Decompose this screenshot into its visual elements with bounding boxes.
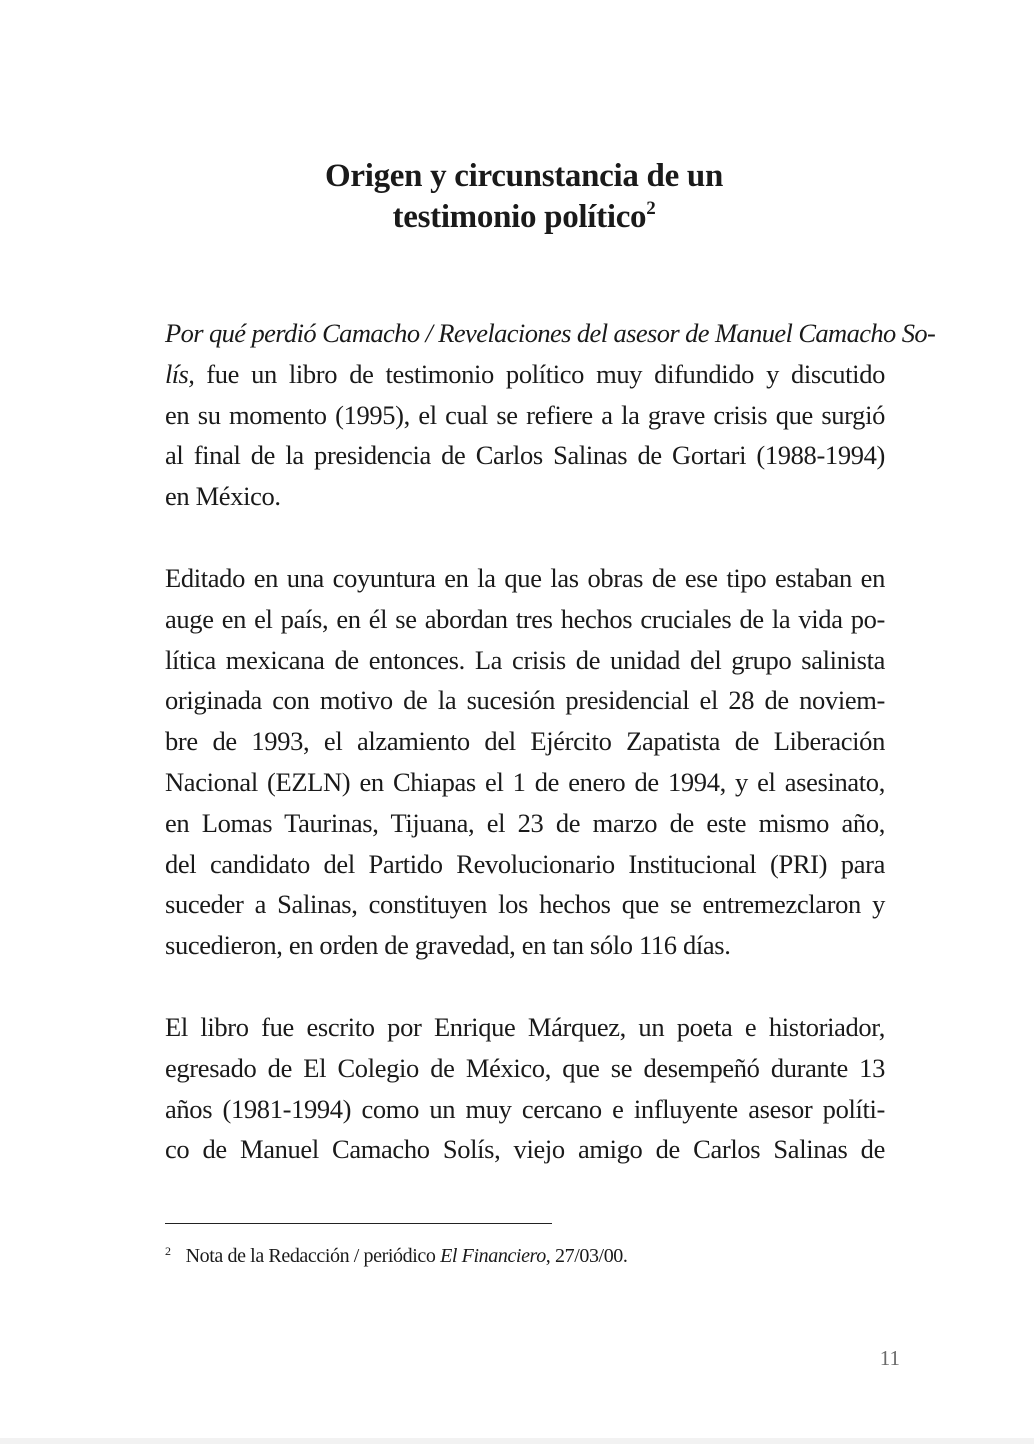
paragraph-3 [165,1007,885,1170]
paragraph-line: auge en el país, en él se abordan tres hechos cruciales de la vida po- [165,603,885,634]
paragraph-1 [165,313,936,517]
footnote [165,1237,628,1270]
paragraph-line: años (1981-1994) como un muy cercano e influyente asesor políti- [165,1093,885,1124]
paragraph-line: al final de la presidencia de Carlos Salinas de Gortari (1988-1994) [165,440,885,471]
book-title-italic: Por qué perdió Camacho / Revelaciones del asesor de Manuel Camacho So- [165,318,936,348]
paragraph-line: Nacional (EZLN) en Chiapas el 1 de enero de 1994, y el asesinato, [165,766,885,797]
paragraph-line: bre de 1993, el alzamiento del Ejército Zapatista de Liberación [165,726,885,757]
paragraph-line: co de Manuel Camacho Solís, viejo amigo de Carlos Salinas de [165,1134,885,1165]
paragraph-line [165,313,936,354]
footnote-source-italic: El Financiero [440,1245,546,1267]
paragraph-line: del candidato del Partido Revolucionario Institucional (PRI) para [165,848,885,879]
paragraph-line: El libro fue escrito por Enrique Márquez, un poeta e historiador, [165,1012,885,1042]
footnote-mark: 2 [165,1244,171,1258]
footnote-text: Nota de la Redacción / periódico [185,1245,441,1267]
footnote-date: , 27/03/00. [545,1245,628,1267]
paragraph-line: en Lomas Taurinas, Tijuana, el 23 de marzo de este mismo año, [165,807,885,838]
paragraph-line: en su momento (1995), el cual se refiere a la grave crisis que surgió [165,399,885,430]
paragraph-line: originada con motivo de la sucesión presidencial el 28 de noviem- [165,685,885,716]
paragraph-line: en México. [165,481,281,512]
paragraph-line: lís, fue un libro de testimonio político muy difundido y discutido [165,358,885,389]
paragraph-line: sucedieron, en orden de gravedad, en tan sólo 116 días. [165,930,731,961]
title-line-2: testimonio político [392,199,647,235]
page-title [0,156,1034,238]
paragraph-line: egresado de El Colegio de México, que se desempeñó durante 13 [165,1052,885,1083]
page-number: 11 [879,1346,900,1370]
page-bottom-edge [0,1438,1034,1444]
paragraph-line: lítica mexicana de entonces. La crisis de unidad del grupo salinista [165,644,885,675]
footnote-divider [165,1223,552,1224]
book-title-italic: lís, [165,358,195,389]
paragraph-2 [165,558,885,966]
title-line-1: Origen y circunstancia de un [324,158,723,194]
paragraph-line: Editado en una coyuntura en la que las obras de ese tipo estaban en [165,563,885,593]
title-footnote-ref: 2 [646,198,656,219]
paragraph-line: suceder a Salinas, constituyen los hechos que se entremezclaron y [165,889,885,920]
